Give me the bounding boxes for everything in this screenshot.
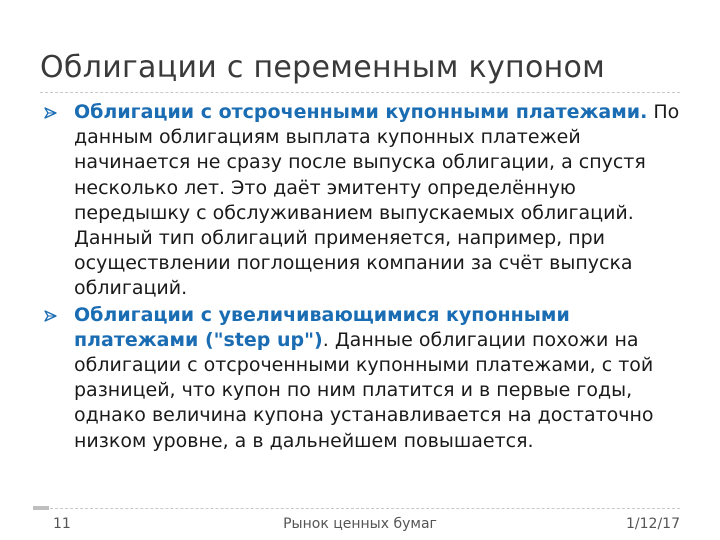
bullet-item (44, 100, 694, 302)
bullet-text: . Данные облигации похожи на облигации с отсроченными купонными платежами, с той разницей, что купон по ним платится и в первые годы, однако величина купона устанавливается на достаточно низком уровне, а в дальнейшем повышается. (74, 328, 654, 452)
arrow-bullet-icon (44, 107, 57, 119)
bullet-text: По данным облигациям выплата купонных платежей начинается не сразу после выпуска облигации, а спустя несколько лет. Это даёт эмитенту определённую передышку с обслуживанием выпускаемых облигаций. Данный тип облигаций применяется, например, при осуществлении поглощения компании за счёт выпуска облигаций. (74, 101, 680, 300)
bullet-item (44, 303, 694, 454)
footer-divider (40, 508, 680, 509)
slide-title: Облигации с переменным купоном (40, 50, 606, 85)
page-number: 11 (53, 516, 71, 532)
bullet-term: Облигации с увеличивающимися купонными платежами ("step up") (74, 303, 570, 351)
bullet-term: Облигации с отсроченными купонными платежами. (74, 101, 648, 123)
title-divider (40, 92, 680, 93)
footer-accent-bar (33, 506, 49, 510)
arrow-bullet-icon (44, 310, 57, 322)
slide-content (44, 100, 694, 455)
footer-center-text: Рынок ценных бумаг (283, 516, 437, 532)
footer-date: 1/12/17 (626, 516, 680, 532)
